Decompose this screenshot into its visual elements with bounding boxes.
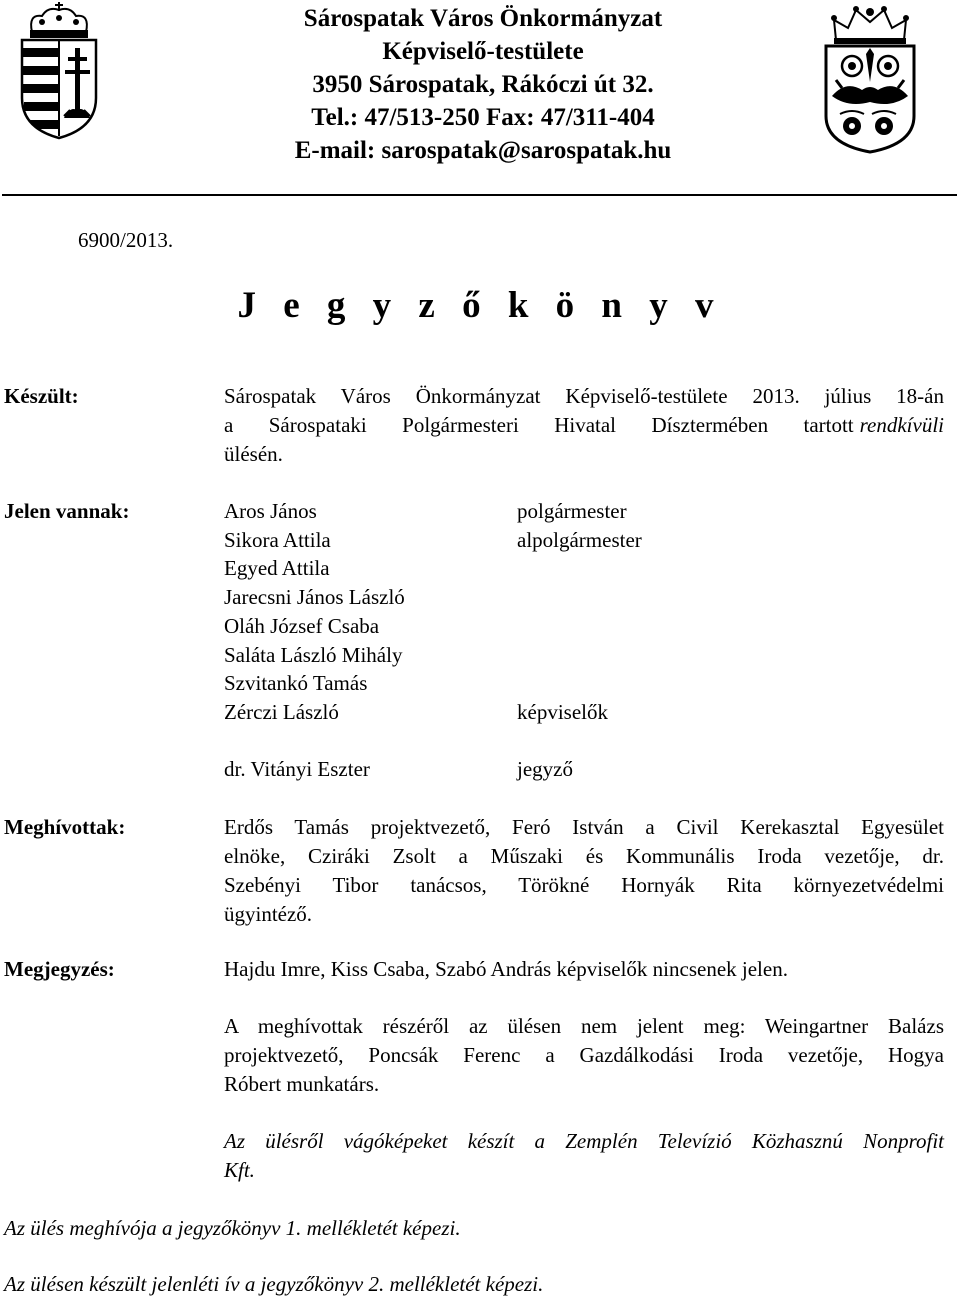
member-name: Aros János [224, 499, 317, 523]
tv-note-line: Az ülésről vágóképeket készít a Zemplén Televízió Közhasznú Nonprofit [224, 1129, 944, 1153]
letterhead-line-4: Tel.: 47/513-250 Fax: 47/311-404 [311, 104, 655, 131]
absent-members: Hajdu Imre, Kiss Csaba, Szabó András képviselők nincsenek jelen. [224, 957, 788, 981]
member-name: Zérczi László [224, 700, 339, 724]
keszult-line-2 [224, 411, 944, 440]
invited-line: elnöke, Cziráki Zsolt a Műszaki és Kommunális Iroda vezetője, dr. [224, 844, 944, 868]
keszult-label: Készült: [4, 384, 79, 408]
notary-role: jegyző [517, 757, 573, 781]
member-name: Szvitankó Tamás [224, 671, 368, 695]
note-label: Megjegyzés: [4, 957, 115, 981]
letterhead-line-2: Képviselő-testülete [382, 38, 584, 65]
keszult-line-1: Sárospatak Város Önkormányzat Képviselő-testülete 2013. július 18-án [224, 384, 944, 408]
invited-absent-line: projektvezető, Poncsák Ferenc a Gazdálkodási Iroda vezetője, Hogya [224, 1043, 944, 1067]
invited-line: Szebényi Tibor tanácsos, Törökné Hornyák Rita környezetvédelmi [224, 873, 944, 897]
letterhead-line-1: Sárospatak Város Önkormányzat [303, 5, 663, 32]
tv-note [224, 1127, 944, 1185]
sarospatak-coat-of-arms-icon [822, 4, 918, 154]
keszult-text [224, 382, 944, 469]
member-name: Oláh József Csaba [224, 614, 380, 638]
letterhead-line-5: E-mail: sarospatak@sarospatak.hu [294, 137, 672, 164]
invited-absent-text [224, 1012, 944, 1099]
member-role: alpolgármester [517, 528, 642, 552]
invited-text [224, 813, 944, 929]
invited-absent-line: A meghívottak részéről az ülésen nem jelent meg: Weingartner Balázs [224, 1014, 944, 1038]
letterhead-line-3: 3950 Sárospatak, Rákóczi út 32. [312, 71, 654, 98]
tv-note-line: Kft. [224, 1158, 255, 1182]
member-name: Saláta László Mihály [224, 643, 403, 667]
keszult-meeting-type: rendkívüli [859, 413, 944, 437]
member-name: Sikora Attila [224, 528, 331, 552]
keszult-line-2-text: a Sárospataki Polgármesteri Hivatal Dísztermében tartott [224, 413, 854, 437]
appendix-note-1: Az ülés meghívója a jegyzőkönyv 1. mellékletét képezi. [4, 1216, 461, 1240]
member-role: polgármester [517, 499, 627, 523]
reference-number: 6900/2013. [78, 228, 174, 252]
letterhead-divider [2, 194, 957, 196]
member-name: Egyed Attila [224, 556, 330, 580]
invited-line: ügyintéző. [224, 902, 313, 926]
present-label: Jelen vannak: [4, 499, 130, 523]
document-title: J e g y z ő k ö n y v [237, 285, 723, 326]
member-role: képviselők [517, 700, 608, 724]
keszult-line-3: ülésén. [224, 442, 283, 466]
hungarian-coat-of-arms-icon [18, 2, 100, 140]
invited-label: Meghívottak: [4, 815, 126, 839]
member-name: Jarecsni János László [224, 585, 405, 609]
invited-absent-line: Róbert munkatárs. [224, 1072, 380, 1096]
invited-line: Erdős Tamás projektvezető, Feró István a Civil Kerekasztal Egyesület [224, 815, 944, 839]
appendix-note-2: Az ülésen készült jelenléti ív a jegyzőkönyv 2. mellékletét képezi. [4, 1272, 544, 1296]
notary-name: dr. Vitányi Eszter [224, 757, 370, 781]
